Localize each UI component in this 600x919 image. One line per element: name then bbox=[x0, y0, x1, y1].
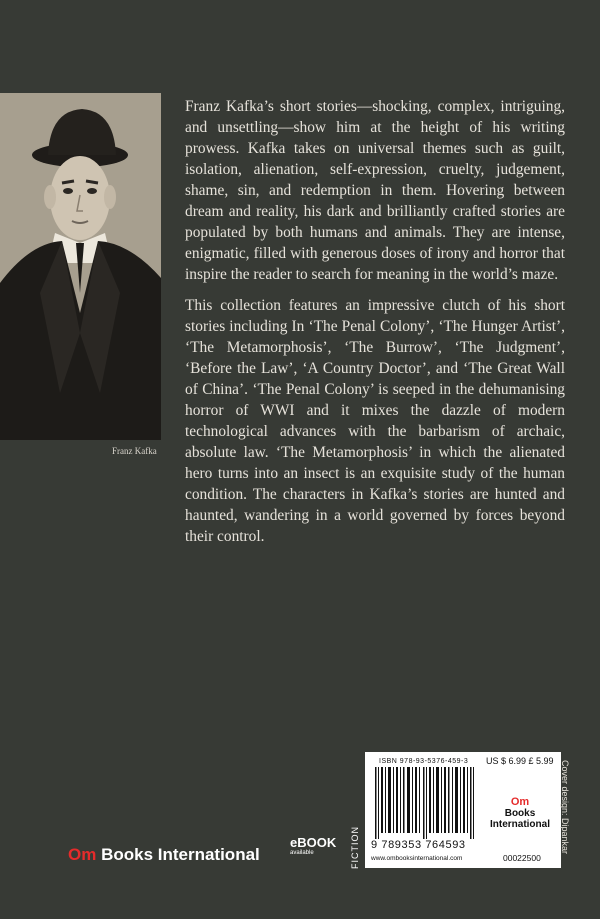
price-text: US $ 6.99 £ 5.99 bbox=[486, 756, 554, 766]
barcode-icon bbox=[373, 767, 477, 839]
cover-credit: Cover design: Dipankar bbox=[560, 760, 570, 855]
barcode-digits: 9 789353 764593 bbox=[371, 839, 466, 851]
blurb-paragraph: Franz Kafka’s short stories—shocking, complex, intriguing, and unsettling—show him at the height of his writing prowess. Kafka takes on universal themes such as guilt, isolation, alienation, self-expression, cruelty, judgement, shame, sin, and redemption in them. Hovering between dream and reality, his dark and brilliantly crafted stories are populated by both humans and animals. They are intense, enigmatic, filled with generous doses of irony and horror that inspire the reader to search for meaning in the world’s maze. bbox=[185, 98, 565, 283]
ebook-sub: available bbox=[290, 850, 314, 856]
product-code: 00022500 bbox=[503, 853, 541, 863]
author-photo bbox=[0, 93, 161, 440]
ebook-mark: eBOOK bbox=[290, 835, 337, 850]
publisher-logo bbox=[68, 845, 260, 865]
panel-publisher-logo bbox=[483, 796, 557, 830]
panel-logo-om: Om bbox=[510, 796, 530, 808]
ebook-available-icon bbox=[290, 835, 337, 866]
blurb-text bbox=[185, 96, 565, 557]
panel-logo-name: Books International bbox=[489, 808, 550, 830]
website-link: www.ombooksinternational.com bbox=[371, 855, 463, 862]
genre-label: FICTION bbox=[350, 826, 360, 869]
publisher-name: Books International bbox=[96, 845, 260, 864]
isbn-text: ISBN 978-93-5376-459-3 bbox=[379, 758, 469, 765]
publisher-om: Om bbox=[68, 845, 97, 864]
photo-caption: Franz Kafka bbox=[112, 446, 157, 456]
barcode-panel bbox=[365, 752, 561, 868]
blurb-paragraph: This collection features an impressive clutch of his short stories including In ‘The Penal Colony’, ‘The Hunger Artist’, ‘The Metamorphosis’, ‘The Burrow’, ‘The Judgment’, ‘Before the Law’, ‘A Country Doctor’, and ‘The Great Wall of China’. ‘The Penal Colony’ is seeped in the dehumanising horror of WWI and it mixes the dazzle of modern technological advances with the barbarism of archaic, absolute law. ‘The Metamorphosis’ in which the alienated hero turns into an insect is an exquisite study of the human condition. The characters in Kafka’s stories are hunted and haunted, wandering in a world governed by forces beyond their control. bbox=[185, 297, 565, 545]
